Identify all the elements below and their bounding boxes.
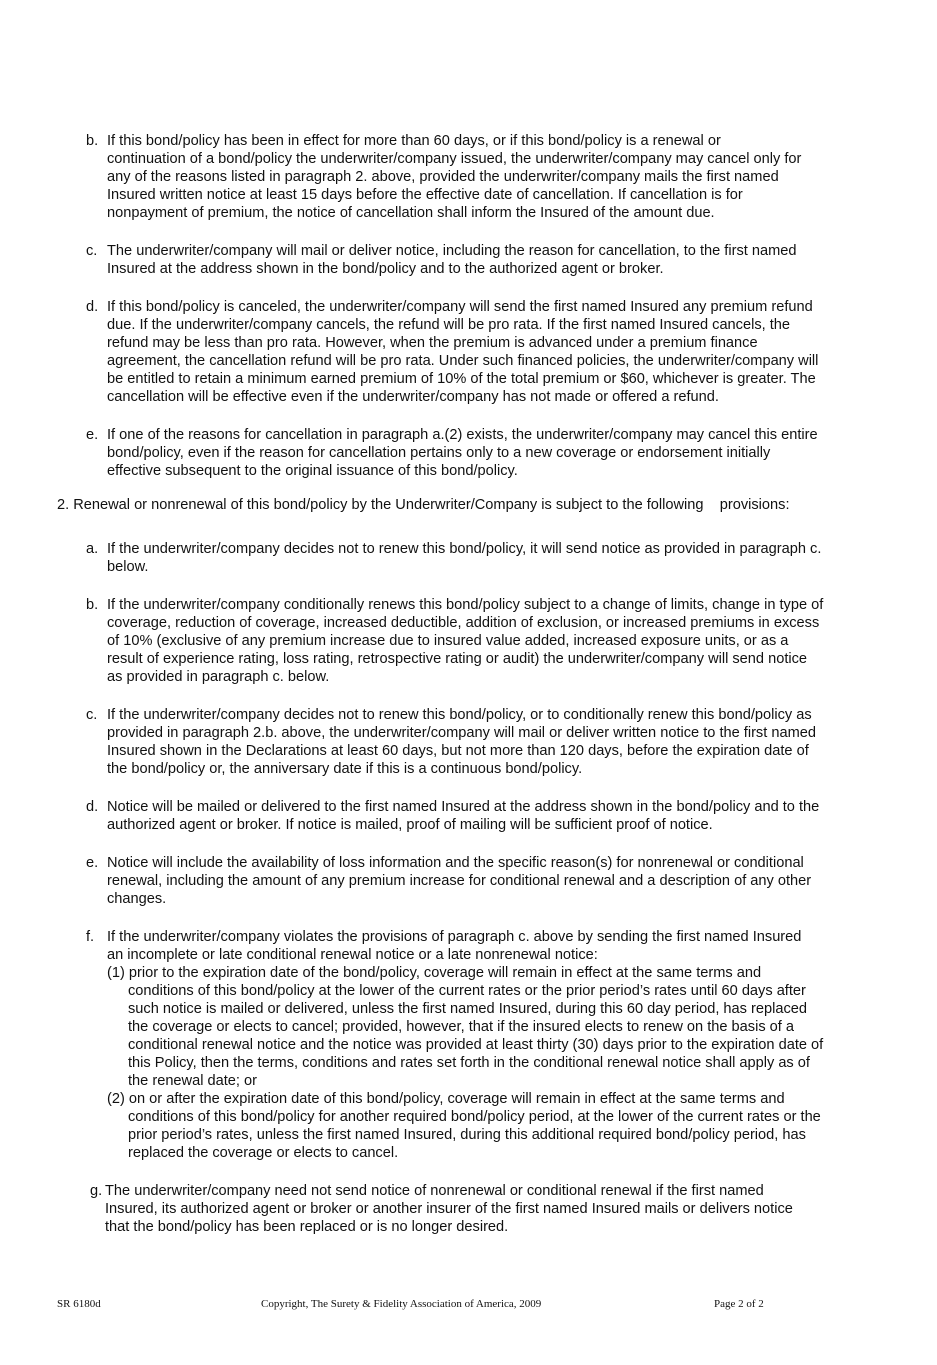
clause-text: The underwriter/company will mail or deliver notice, including the reason for cancellation, to the first named Insured at the address shown in the bond/policy and to the authorized agent or broker. [107,243,797,277]
clause-2d [86,798,886,834]
clause-text: The underwriter/company need not send notice of nonrenewal or conditional renewal if the first named Insured, its authorized agent or broker or another insurer of the first named Insured mails or delivers notice that the bond/policy has been replaced or is no longer desired. [105,1183,793,1235]
clause-label: b. [86,133,99,149]
clause-text: If the underwriter/company violates the provisions of paragraph c. above by sending the first named Insured an incomplete or late conditional renewal notice or a late nonrenewal notice: [107,929,802,963]
clause-1d [86,298,886,406]
form-number: SR 6180d [57,1298,101,1310]
clause-label: c. [86,243,98,259]
document-body [0,132,937,1236]
clause-2b [86,596,886,686]
clause-text: Notice will be mailed or delivered to the first named Insured at the address shown in the bond/policy and to the authorized agent or broker. If notice is mailed, proof of mailing will be sufficient proof of notice. [107,799,820,833]
clause-2g [90,1182,937,1236]
clause-1b [86,132,886,222]
clause-label: e. [86,427,99,443]
clause-text: If this bond/policy has been in effect for more than 60 days, or if this bond/policy is a renewal or continuation of a bond/policy the underwriter/company issued, the underwriter/company may cancel only for any of the reasons listed in paragraph 2. above, provided the underwriter/company mails the first named Insured written notice at least 15 days before the effective date of cancellation. If cancellation is for nonpayment of premium, the notice of cancellation shall inform the Insured of the amount due. [107,133,802,221]
page-number: Page 2 of 2 [714,1298,764,1310]
clause-label: b. [86,597,99,613]
section-2-heading: 2. Renewal or nonrenewal of this bond/policy by the Underwriter/Company is subject to the following provisions: [57,497,790,513]
clause-text: If this bond/policy is canceled, the underwriter/company will send the first named Insured any premium refund due. If the underwriter/company cancels, the refund will be pro rata. If the first named Insured cancels, the refund may be less than pro rata. However, when the premium is advanced under a premium finance agreement, the cancellation refund will be pro rata. Under such financed policies, the underwriter/company will be entitled to retain a minimum earned premium of 10% of the total premium or $60, whichever is greater. The cancellation will be effective even if the underwriter/company has not made or offered a refund. [107,299,819,405]
clause-text: If the underwriter/company decides not to renew this bond/policy, it will send notice as provided in paragraph c. below. [107,541,822,575]
clause-text: If the underwriter/company conditionally renews this bond/policy subject to a change of limits, change in type of coverage, reduction of coverage, increased deductible, addition of exclusion, or increased premiums in excess of 10% (exclusive of any premium increase due to insured value added, increased exposure units, or as a result of experience rating, loss rating, retrospective rating or audit) the underwriter/company will send notice as provided in paragraph c. below. [107,597,824,685]
clause-label: f. [86,929,95,945]
clause-text: Notice will include the availability of loss information and the specific reason(s) for nonrenewal or conditional renewal, including the amount of any premium increase for conditional renewal and a description of any other changes. [107,855,812,907]
clause-text: If one of the reasons for cancellation in paragraph a.(2) exists, the underwriter/company may cancel this entire bond/policy, even if the reason for cancellation pertains only to a new coverage or endorsement initially effective subsequent to the original issuance of this bond/policy. [107,427,818,479]
clause-label: g. [90,1183,103,1199]
clause-label: d. [86,299,99,315]
clause-label: d. [86,799,99,815]
clause-2e [86,854,886,908]
clause-label: a. [86,541,99,557]
clause-text: If the underwriter/company decides not to renew this bond/policy, or to conditionally renew this bond/policy as provided in paragraph 2.b. above, the underwriter/company will mail or deliver written notice to the first named Insured shown in the Declarations at least 60 days, but not more than 120 days, before the expiration date of the bond/policy or, the anniversary date if this is a continuous bond/policy. [107,707,816,777]
clause-label: c. [86,707,98,723]
clause-1c [86,242,886,278]
clause-2c [86,706,886,778]
clause-1e [86,426,886,480]
copyright-notice: Copyright, The Surety & Fidelity Association of America, 2009 [261,1298,542,1310]
clause-2a [86,540,886,576]
subclause-1: (1) prior to the expiration date of the bond/policy, coverage will remain in effect at the same terms and conditions of this bond/policy at the lower of the current rates or the prior period’s rates until 60 days after such notice is mailed or delivered, unless the first named Insured, during this 60 day period, has replaced the coverage or elects to cancel; provided, however, that if the insured elects to renew on the basis of a conditional renewal notice and the notice was provided at least thirty (30) days prior to the expiration date of this Policy, then the terms, conditions and rates set forth in the conditional renewal notice shall apply as of the renewal date; or [107,965,824,1089]
clause-label: e. [86,855,99,871]
clause-2f [86,928,886,1162]
subclause-2: (2) on or after the expiration date of this bond/policy, coverage will remain in effect at the same terms and conditions of this bond/policy for another required bond/policy period, at the lower of the current rates or the prior period’s rates, unless the first named Insured, during this additional required bond/policy period, has replaced the coverage or elects to cancel. [107,1091,821,1161]
